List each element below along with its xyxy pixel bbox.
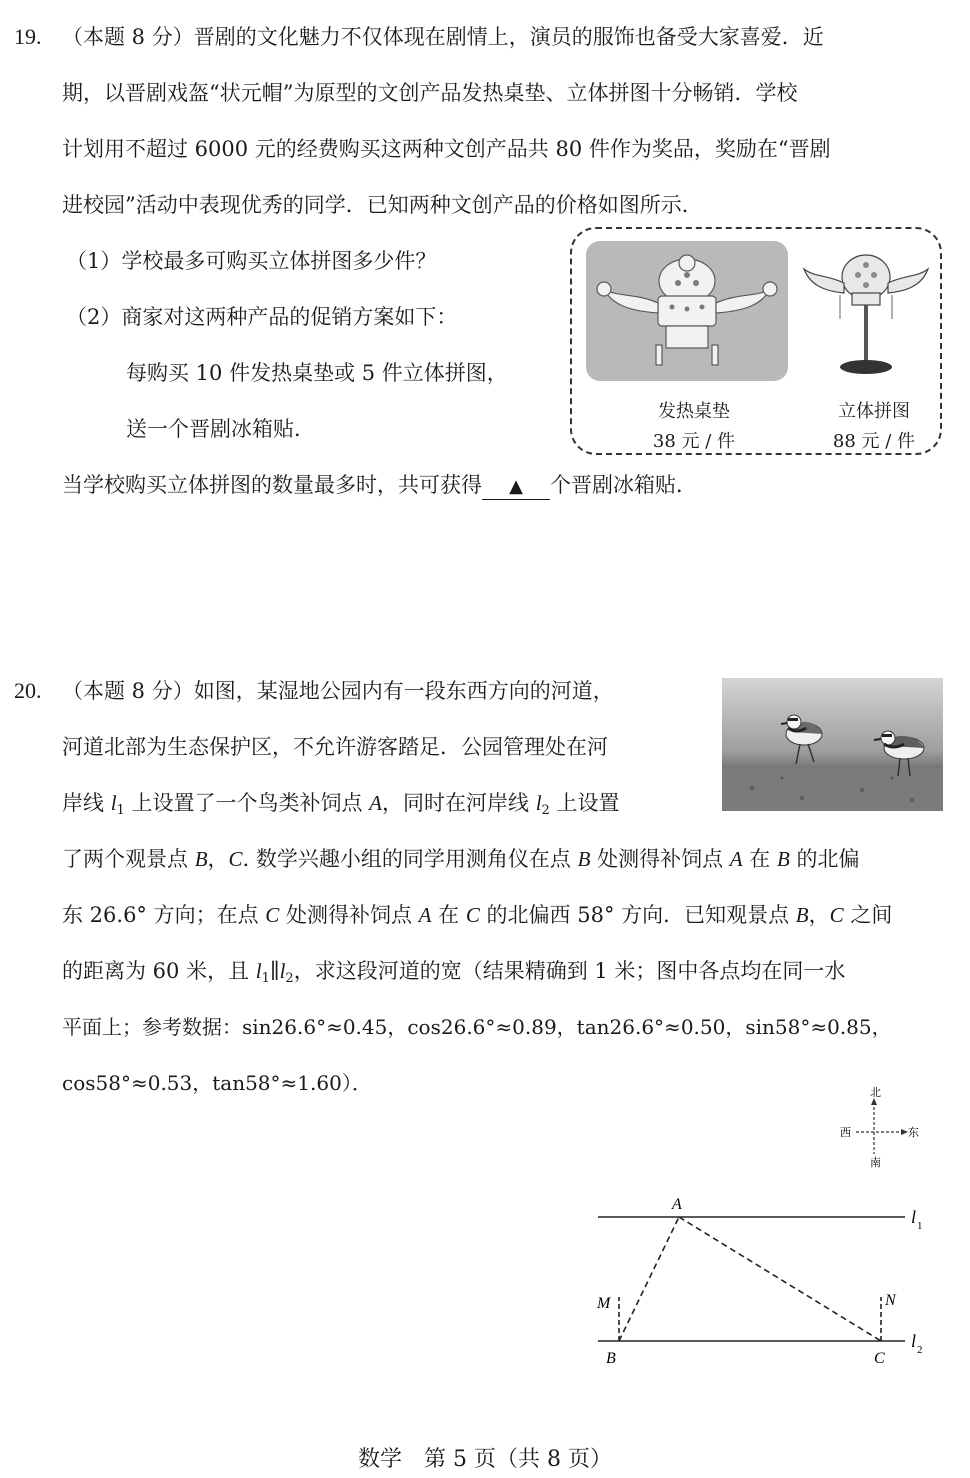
q19-line-4: 进校园”活动中表现优秀的同学．已知两种文创产品的价格如图所示． (62, 193, 703, 217)
q19-number: 19. (14, 24, 42, 49)
compass-west: 西 (840, 1126, 851, 1139)
label-C: C (874, 1350, 885, 1367)
q20-line-7: 平面上；参考数据：sin26.6°≈0.45，cos26.6°≈0.89，tan26.6°≈0.50，sin58°≈0.85， (62, 1015, 892, 1039)
text-run: ， (808, 903, 830, 927)
compass-north: 北 (870, 1086, 881, 1099)
subscript: 1 (116, 803, 125, 818)
text-run: 处测得补饲点 (590, 847, 730, 871)
page-footer: 数学 第 5 页（共 8 页） (358, 1447, 612, 1472)
q19-line-1: （本题 8 分）晋剧的文化魅力不仅体现在剧情上，演员的服饰也备受大家喜爱．近 (62, 25, 824, 49)
text-run: ，求这段河道的宽（结果精确到 1 米；图中各点均在同一水 (293, 959, 846, 983)
q20-line-8: cos58°≈0.53，tan58°≈1.60）． (62, 1071, 372, 1095)
product-price-box (570, 227, 942, 455)
product-2-price: 88 元 / 件 (832, 431, 916, 452)
q20-number: 20. (14, 678, 42, 703)
text-run: 的北偏 (789, 847, 860, 871)
text-run: 岸线 (62, 791, 111, 815)
text-run: 了两个观景点 (62, 847, 195, 871)
label-l1-sub: 1 (917, 1220, 923, 1232)
var-l: l (535, 791, 542, 815)
q20-line-5 (62, 900, 892, 930)
text-run: 的距离为 60 米，且 (62, 959, 256, 983)
heated-pad-photo (586, 241, 788, 381)
text-run: 东 26.6° 方向；在点 (62, 903, 266, 927)
product-2-name: 立体拼图 (838, 401, 910, 422)
q19-final-question (62, 470, 697, 500)
heated-pad-image (586, 241, 788, 381)
var-C: C (265, 903, 280, 927)
q19-part-2: （2）商家对这两种产品的促销方案如下： (66, 305, 458, 329)
var-B: B (795, 903, 809, 927)
label-l1: l (911, 1207, 917, 1227)
q20-line-2: 河道北部为生态保护区，不允许游客踏足．公园管理处在河 (62, 735, 608, 759)
q20-line-4 (62, 844, 859, 874)
north-arrow-icon (871, 1098, 877, 1105)
var-l: l (255, 959, 262, 983)
compass-south: 南 (870, 1156, 881, 1169)
label-M: M (597, 1295, 611, 1312)
label-A: A (672, 1196, 682, 1213)
var-C: C (228, 847, 243, 871)
text-run: ， (207, 847, 229, 871)
var-B: B (577, 847, 591, 871)
var-B: B (776, 847, 790, 871)
3d-puzzle-photo (800, 239, 932, 381)
var-l: l (279, 959, 286, 983)
compass-east: 东 (908, 1126, 919, 1139)
3d-puzzle-image (800, 239, 932, 381)
label-N: N (885, 1292, 896, 1309)
text-run: 之间 (843, 903, 893, 927)
q19-final-before: 当学校购买立体拼图的数量最多时，共可获得 (62, 473, 482, 497)
q19-promo-line-2: 送一个晋剧冰箱贴． (126, 417, 315, 441)
segment-AB (619, 1217, 679, 1341)
text-run: 在 (431, 903, 466, 927)
text-run: 上设置了一个鸟类补饲点 (124, 791, 370, 815)
subscript: 2 (285, 971, 294, 986)
label-l2-sub: 2 (917, 1344, 923, 1356)
text-run: 在 (742, 847, 777, 871)
birds-image (722, 678, 943, 811)
var-A: A (369, 791, 382, 815)
var-C: C (465, 903, 480, 927)
parallel-symbol: ∥ (269, 959, 280, 983)
q20-line-6 (62, 956, 845, 994)
east-arrow-icon (901, 1129, 908, 1135)
product-1-name: 发热桌垫 (658, 401, 730, 422)
var-C: C (829, 903, 844, 927)
var-B: B (194, 847, 208, 871)
var-A: A (418, 903, 432, 927)
bird-photo (722, 678, 943, 811)
q19-line-2: 期，以晋剧戏盔“状元帽”为原型的文创产品发热桌垫、立体拼图十分畅销．学校 (62, 81, 798, 105)
label-B: B (606, 1350, 616, 1367)
answer-blank[interactable]: ▲ (482, 475, 550, 500)
q20-line-1: （本题 8 分）如图，某湿地公园内有一段东西方向的河道， (62, 679, 614, 703)
q19-part-1: （1）学校最多可购买立体拼图多少件？ (66, 249, 437, 273)
q19-promo-line-1: 每购买 10 件发热桌垫或 5 件立体拼图， (126, 361, 508, 385)
product-1-price: 38 元 / 件 (652, 431, 736, 452)
subscript: 2 (541, 803, 550, 818)
text-run: 上设置 (549, 791, 620, 815)
compass-rose (836, 1084, 922, 1170)
river-diagram (580, 1190, 940, 1380)
var-A: A (729, 847, 743, 871)
subscript: 1 (261, 971, 270, 986)
segment-AC (679, 1217, 881, 1341)
q20-line-3 (62, 788, 620, 826)
text-run: . 数学兴趣小组的同学用测角仪在点 (242, 847, 578, 871)
text-run: 处测得补饲点 (279, 903, 419, 927)
q19-final-after: 个晋剧冰箱贴． (550, 473, 697, 497)
text-run: ，同时在河岸线 (382, 791, 536, 815)
text-run: 的北偏西 58° 方向．已知观景点 (479, 903, 796, 927)
label-l2: l (911, 1331, 917, 1351)
var-l: l (110, 791, 117, 815)
q19-line-3: 计划用不超过 6000 元的经费购买这两种文创产品共 80 件作为奖品，奖励在“晋剧 (62, 137, 831, 161)
